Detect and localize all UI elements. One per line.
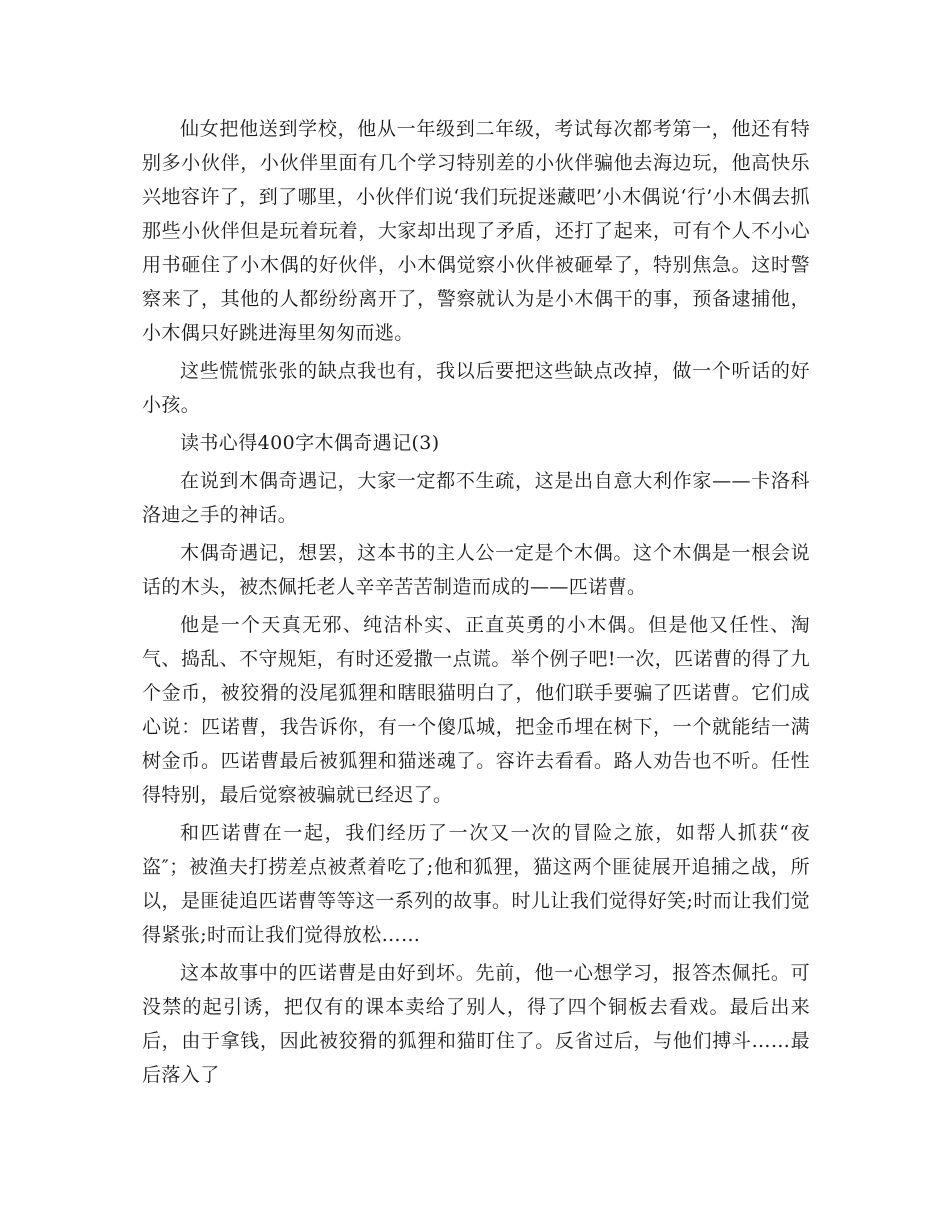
paragraph-adventures: 和匹诺曹在一起，我们经历了一次又一次的冒险之旅，如帮人抓获“夜盗″；被渔夫打捞差点被煮着吃了;他和狐狸，猫这两个匪徒展开追捕之战，所以，是匪徒追匹诺曹等等这一系列的故事。时儿让我们觉得好笑;时而让我们觉得紧张;时而让我们觉得放松…… xyxy=(142,822,810,946)
paragraph-story-part: 仙女把他送到学校，他从一年级到二年级，考试每次都考第一，他还有特别多小伙伴，小伙伴里面有几个学习特别差的小伙伴骗他去海边玩，他高快乐兴地容许了，到了哪里，小伙伴们说‘我们玩捉迷藏吧’小木偶说‘行’小木偶去抓那些小伙伴但是玩着玩着，大家却出现了矛盾，还打了起来，可有个人不小心用书砸住了小木偶的好伙伴，小木偶觉察小伙伴被砸晕了，特别焦急。这时警察来了，其他的人都纷纷离开了，警察就认为是小木偶干的事，预备逮捕他，小木偶只好跳进海里匆匆而逃。 xyxy=(142,118,810,344)
paragraph-character: 他是一个天真无邪、纯洁朴实、正直英勇的小木偶。但是他又任性、淘气、捣乱、不守规矩，有时还爱撒一点谎。举个例子吧!一次，匹诺曹的得了九个金币，被狡猾的没尾狐狸和瞎眼猫明白了，他们联手要骗了匹诺曹。它们成心说：匹诺曹，我告诉你，有一个傻瓜城，把金币埋在树下，一个就能结一满树金币。匹诺曹最后被狐狸和猫迷魂了。容许去看看。路人劝告也不听。任性得特别，最后觉察被骗就已经迟了。 xyxy=(142,614,810,806)
paragraph-intro: 在说到木偶奇遇记，大家一定都不生疏，这是出自意大利作家——卡洛科 洛迪之手的神话。 xyxy=(142,470,810,526)
section-heading: 读书心得400字木偶奇遇记(3) xyxy=(180,432,440,454)
paragraph-change: 这本故事中的匹诺曹是由好到坏。先前，他一心想学习，报答杰佩托。可没禁的起引诱，把仅有的课本卖给了别人，得了四个铜板去看戏。最后出来后，由于拿钱，因此被狡猾的狐狸和猫盯住了。反省过后，与他们搏斗……最后落入了 xyxy=(142,962,810,1086)
document-page xyxy=(142,112,810,1096)
paragraph-protagonist: 木偶奇遇记，想罢，这本书的主人公一定是个木偶。这个木偶是一根会说话的木头，被杰佩托老人辛辛苦苦制造而成的——匹诺曹。 xyxy=(142,542,810,598)
paragraph-reflection: 这些慌慌张张的缺点我也有，我以后要把这些缺点改掉，做一个听话的好小孩。 xyxy=(142,360,810,416)
